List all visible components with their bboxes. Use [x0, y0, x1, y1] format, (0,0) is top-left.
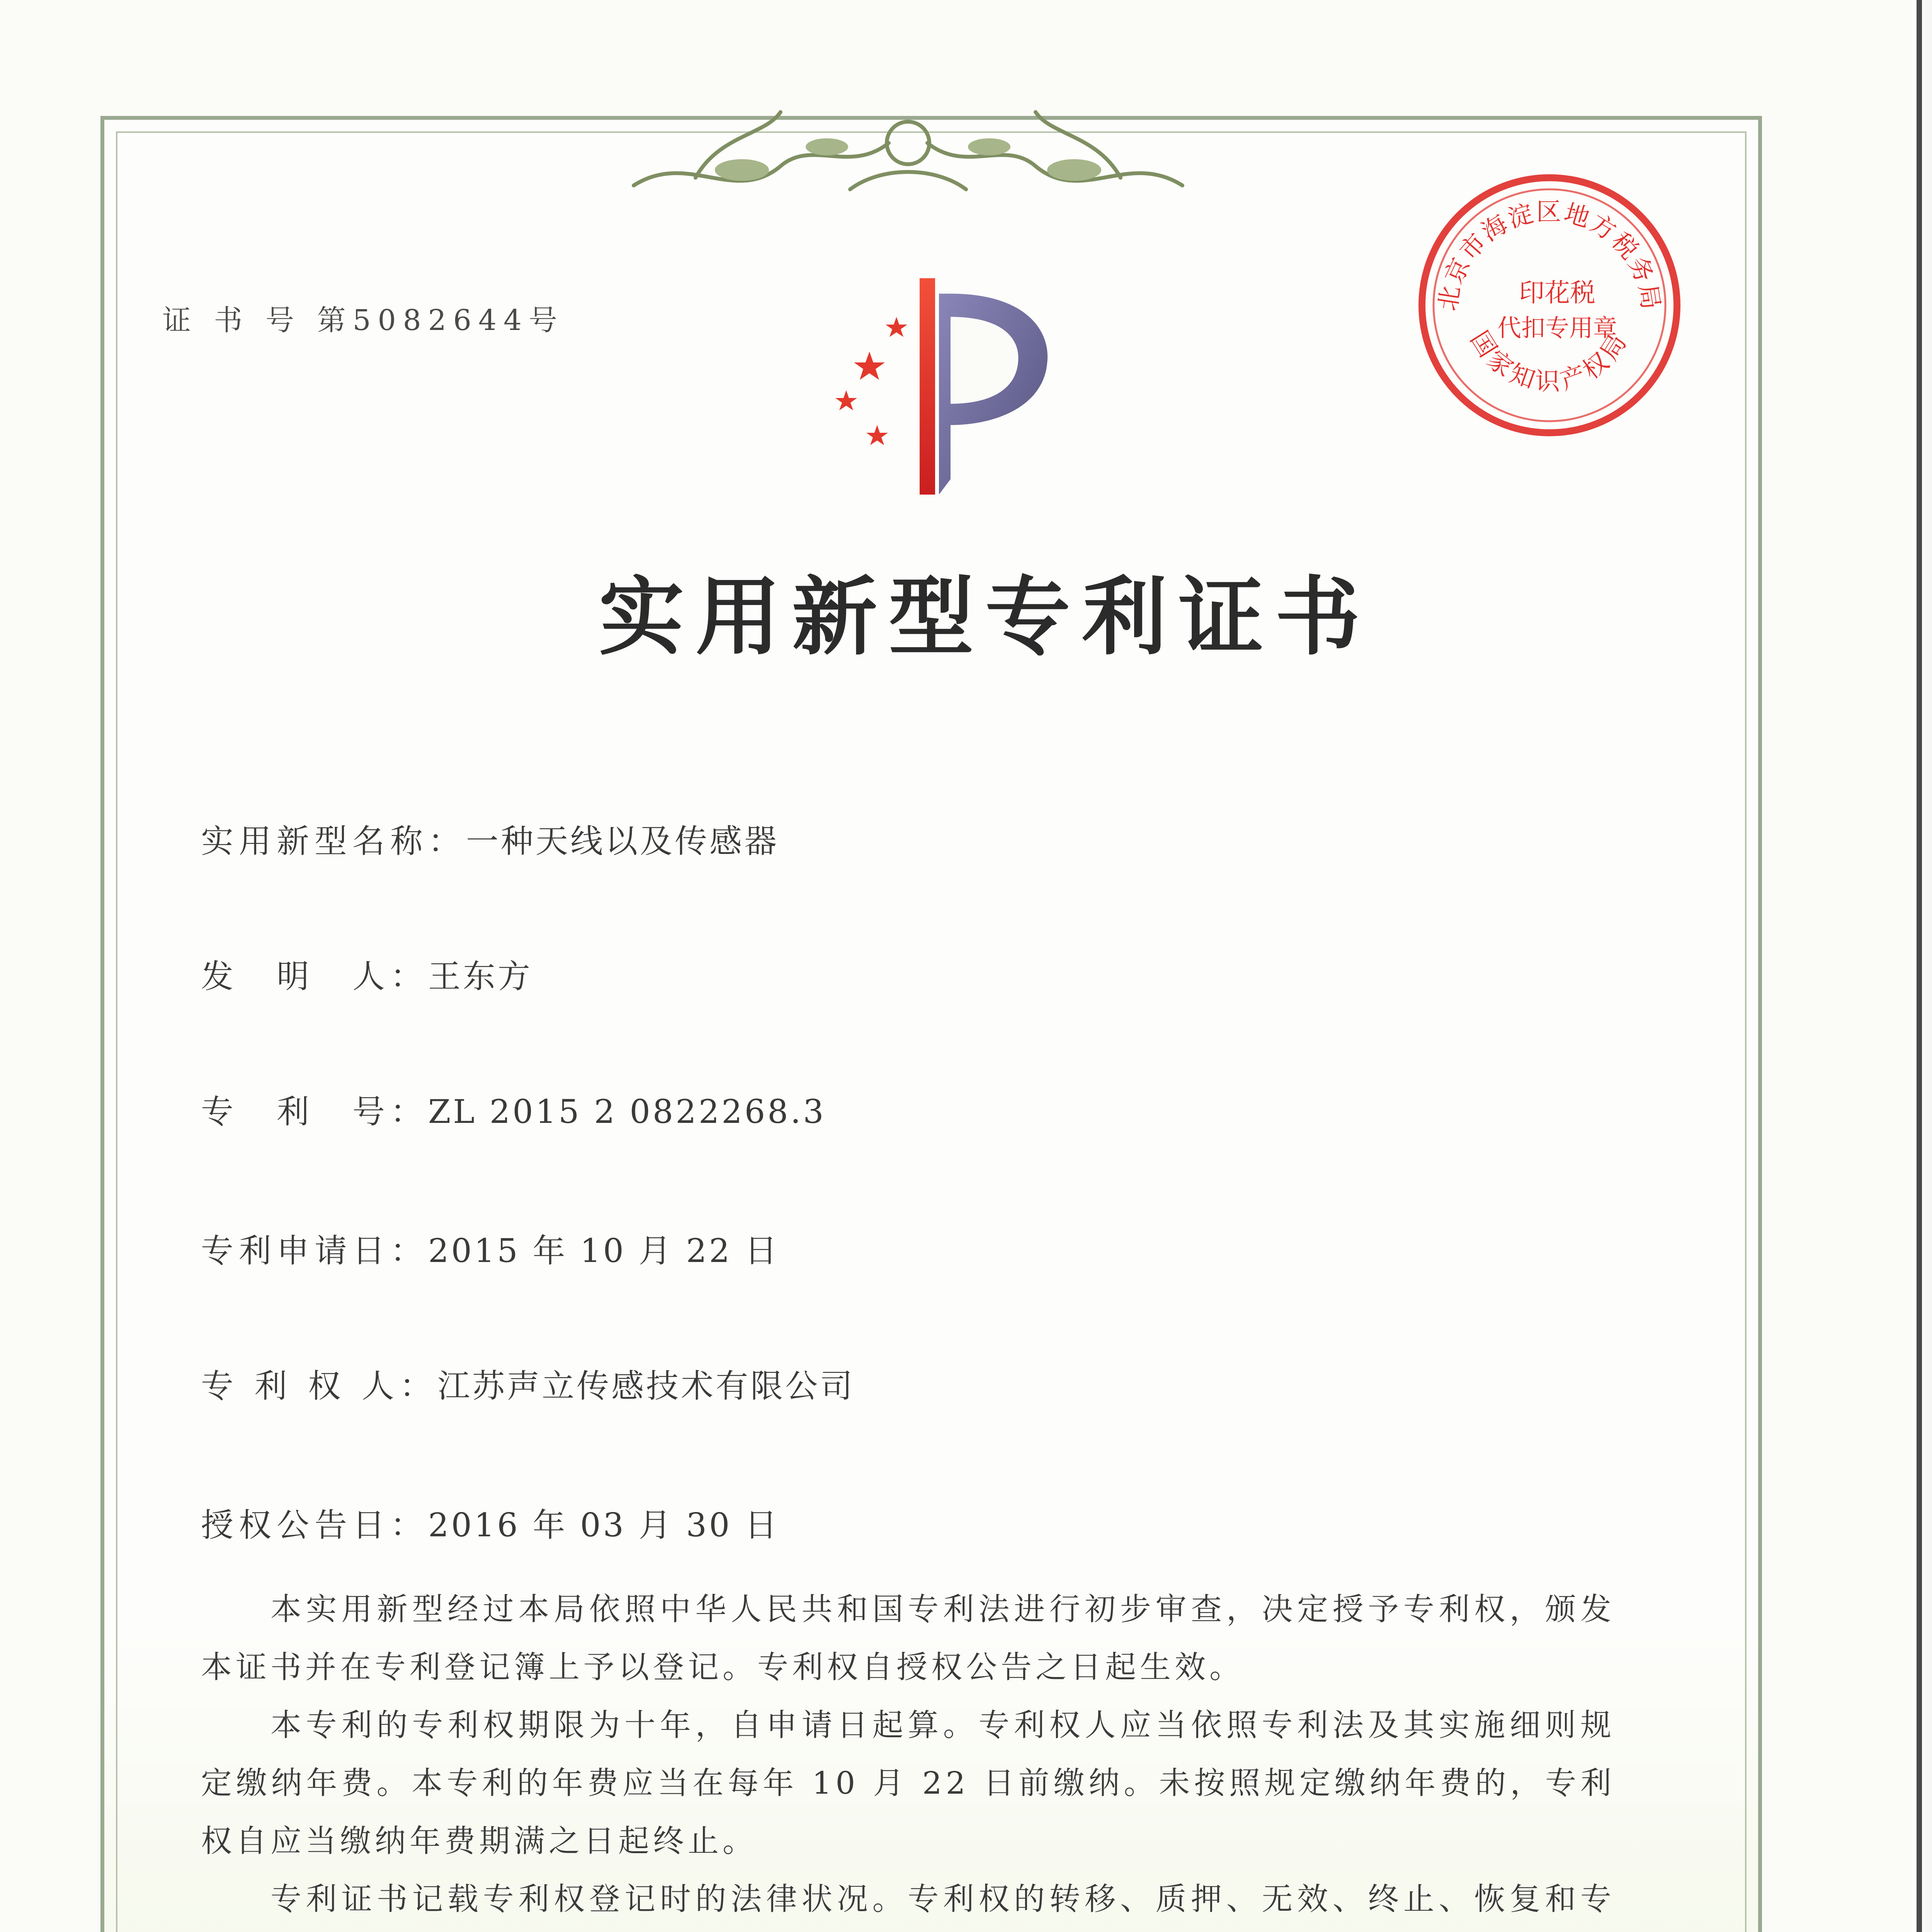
field-value: 江苏声立传感技术有限公司: [437, 1367, 855, 1405]
field-value: 2015 年 10 月 22 日: [428, 1232, 780, 1270]
field-patentee: [201, 1360, 855, 1407]
field-utility-model-name: [201, 815, 779, 862]
scan-edge-line: [1917, 0, 1922, 1932]
statement-paragraph: 本实用新型经过本局依照中华人民共和国专利法进行初步审查，决定授予专利权，颁发本证书并在专利登记簿上予以登记。专利权自授权公告之日起生效。: [201, 1591, 1615, 1685]
scan-edge: [1913, 0, 1932, 1932]
field-label: 专 利 权 人：: [201, 1367, 438, 1405]
field-label: 专 利 号：: [201, 1093, 429, 1131]
tax-stamp-line2: 代扣专用章: [1497, 314, 1617, 342]
field-patent-number: [201, 1086, 826, 1133]
field-value: 一种天线以及传感器: [466, 822, 779, 860]
field-value: 王东方: [428, 957, 533, 995]
certificate-title: 实用新型专利证书: [599, 566, 1372, 667]
tax-stamp-bottom-text: 国家知识产权局: [1464, 326, 1634, 396]
certificate-number: 证 书 号 第5082644号: [162, 304, 565, 337]
field-value: 2016 年 03 月 30 日: [428, 1506, 780, 1544]
field-label: 授权公告日：: [201, 1506, 429, 1544]
tax-stamp-line1: 印花税: [1519, 278, 1595, 308]
field-label: 实用新型名称：: [201, 822, 466, 860]
field-grant-date: [201, 1499, 779, 1546]
tax-stamp-icon: [1410, 166, 1689, 444]
field-filing-date: [201, 1225, 779, 1272]
field-inventor: [201, 951, 532, 997]
tax-stamp-outer-text: 北京市海淀区地方税务局: [1434, 198, 1665, 313]
field-label: 发 明 人：: [201, 957, 429, 995]
field-value: ZL 2015 2 0822268.3: [428, 1093, 826, 1131]
field-label: 专利申请日：: [201, 1232, 429, 1270]
statement-paragraph: 专利证书记载专利权登记时的法律状况。专利权的转移、质押、无效、终止、恢复和专: [270, 1881, 1615, 1917]
top-scroll-ornament-icon: [618, 89, 1198, 213]
statement-paragraph: 本专利的专利权期限为十年，自申请日起算。专利权人应当依照专利法及其实施细则规定缴纳年费。本专利的年费应当在每年 10 月 22 日前缴纳。未按照规定缴纳年费的，专利权自应当缴纳年费期满之日起终止。: [201, 1707, 1615, 1859]
certificate-statement: [201, 1580, 1615, 1932]
patent-office-emblem-icon: [781, 263, 1074, 502]
